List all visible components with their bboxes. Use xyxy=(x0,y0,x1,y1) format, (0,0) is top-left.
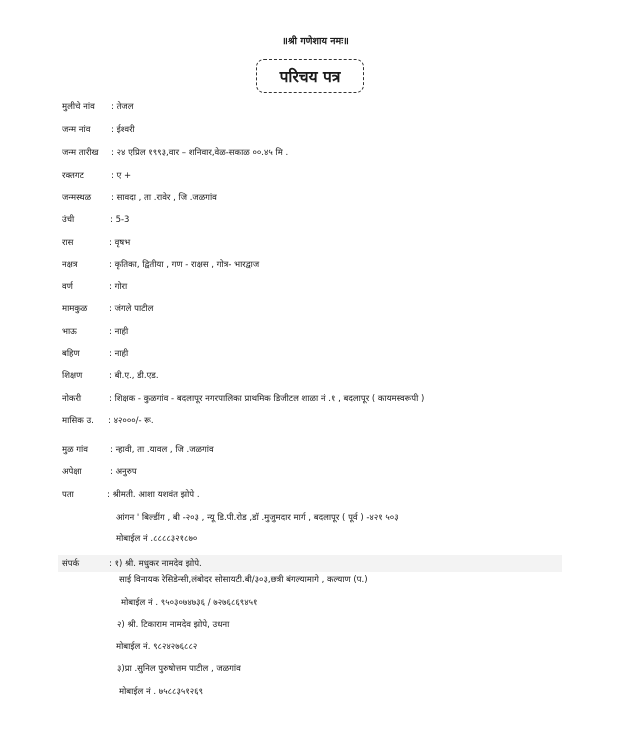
field-label: नोकरी xyxy=(62,394,82,404)
field-birth-date xyxy=(62,147,289,159)
field-value: : ईश्वरी xyxy=(111,125,135,135)
contact-2-name: २) श्री. टिकाराम नामदेव झोपे, उधना xyxy=(117,620,230,630)
address-row xyxy=(62,489,200,501)
field-label: मासिक उ. xyxy=(62,416,94,426)
field-label: मुळ गांव xyxy=(62,445,88,455)
blessing-heading: ॥श्री गणेशाय नमः॥ xyxy=(282,36,349,47)
field-value: : ४२०००/- रू. xyxy=(108,416,154,426)
field-native-place xyxy=(62,444,214,456)
address-line-2: आंगन ' बिल्डींग , बी -२०३ , न्यू डि.पी.रोड ,डॉ .मुजुमदार मार्ग , बदलापूर ( पूर्व ) -४२१ ५०३ xyxy=(116,513,399,523)
field-occupation xyxy=(62,393,425,405)
field-value: : २४ एप्रिल १९९३,वार – शनिवार,वेळ-सकाळ ००.४५ मि . xyxy=(111,148,289,158)
field-label: जन्म तारीख xyxy=(62,148,99,158)
field-label: उंची xyxy=(62,215,75,225)
field-label: शिक्षण xyxy=(62,371,83,381)
field-value: : तेजल xyxy=(111,102,134,112)
contact-1-mobile: मोबाईल नं . ९५०३०७४७३६ / ७२७६८६९४५१ xyxy=(121,598,258,608)
field-label: रास xyxy=(62,238,74,248)
field-value: : गोरा xyxy=(109,282,128,292)
field-brother xyxy=(62,326,129,338)
contacts-label: संपर्क xyxy=(62,559,80,569)
field-value: : न्हावी, ता .यावल , जि .जळगांव xyxy=(110,445,214,455)
field-value: : 5-3 xyxy=(110,215,130,225)
contact-1-name: : १) श्री. मधुकर नामदेव झोपे. xyxy=(109,559,202,569)
field-label: मामकुळ xyxy=(62,304,88,314)
contact-3-mobile: मोबाईल नं . ७५८८३५१२६९ xyxy=(119,687,204,697)
field-label: नक्षत्र xyxy=(62,260,78,270)
field-value: : सावदा , ता .रावेर , जि .जळगांव xyxy=(111,193,217,203)
field-rashi xyxy=(62,237,131,249)
contact-2-mobile: मोबाईल नं. ९८२४२७६८८२ xyxy=(116,642,198,652)
field-value: : जंगले पाटील xyxy=(109,304,154,314)
field-complexion xyxy=(62,281,128,293)
field-value: : कृतिका, द्वितीया , गण - राक्षस , गोत्र- भारद्वाज xyxy=(109,260,260,270)
field-label: वर्ण xyxy=(62,282,73,292)
field-label: बहिण xyxy=(62,349,80,359)
contact-3-name: ३)प्रा .सुनिल पुरुषोत्तम पाटील , जळगांव xyxy=(117,664,241,674)
field-value: : ए + xyxy=(111,171,132,181)
address-mobile: मोबाईल नं .८८८८३२१८७० xyxy=(116,534,198,544)
field-blood-group xyxy=(62,170,132,182)
field-nakshatra xyxy=(62,259,260,271)
field-height xyxy=(62,214,130,226)
field-birth-place xyxy=(62,192,217,204)
field-label: मुलीचे नांव xyxy=(62,102,95,112)
field-expectation xyxy=(62,466,137,478)
page-title: परिचय पत्र xyxy=(256,59,364,93)
field-label: भाऊ xyxy=(62,327,77,337)
field-value: : शिक्षक - कुळगांव - बदलापूर नगरपालिका प्राथमिक डिजीटल शाळा नं .१ , बदलापूर ( कायमस्वरूपी ) xyxy=(109,394,425,404)
field-education xyxy=(62,370,159,382)
contact-row xyxy=(62,558,202,570)
field-name xyxy=(62,101,134,113)
field-value: : वृषभ xyxy=(109,238,131,248)
field-value: : अनुरुप xyxy=(110,467,137,477)
field-label: अपेक्षा xyxy=(62,467,82,477)
field-birth-name xyxy=(62,124,135,136)
field-maternal-family xyxy=(62,303,154,315)
field-value: : नाही xyxy=(109,349,129,359)
field-sister xyxy=(62,348,129,360)
field-monthly-income xyxy=(62,415,154,427)
address-label: पता xyxy=(62,490,74,500)
address-line-1: : श्रीमती. आशा यशवंत झोपे . xyxy=(107,490,200,500)
contact-1-address: साई विनायक रेसिडेन्सी,लंबोदर सोसायटी.बी/३०३,छत्री बंगल्यामागे , कल्याण (प.) xyxy=(119,575,368,585)
field-label: जन्म नांव xyxy=(62,125,91,135)
field-label: जन्मस्थळ xyxy=(62,193,92,203)
field-value: : नाही xyxy=(109,327,129,337)
field-value: : बी.ए., डी.एड. xyxy=(109,371,159,381)
field-label: रक्तगट xyxy=(62,171,84,181)
